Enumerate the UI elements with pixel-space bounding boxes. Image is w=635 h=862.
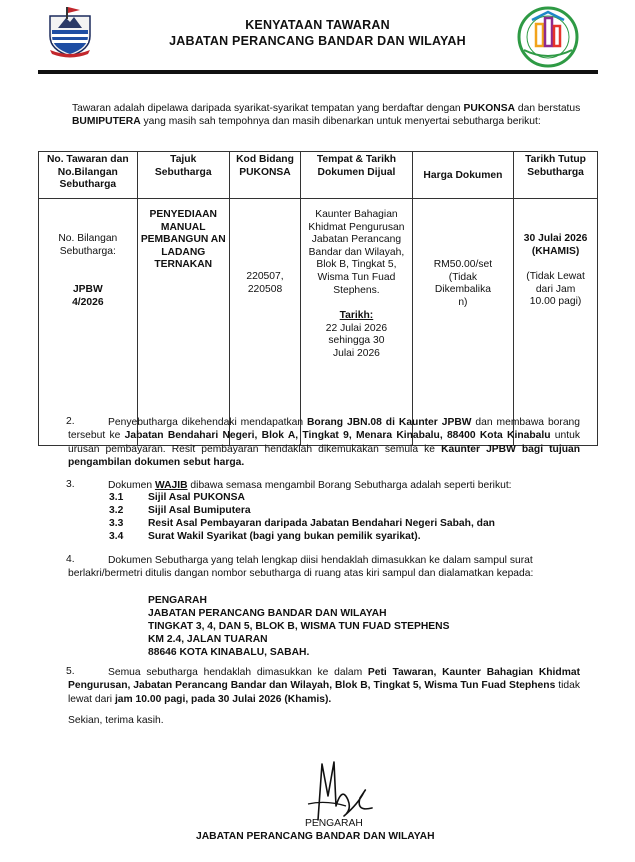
- closing-remark: Sekian, terima kasih.: [68, 715, 164, 726]
- intro-paragraph: Tawaran adalah dipelawa daripada syarikat-syarikat tempatan yang berdaftar dengan PUKONSA dan berstatus BUMIPUTERA yang masih sah tempohnya dan masih dibenarkan untuk menyertai sebutharga berikut:: [72, 103, 581, 128]
- table-row: [39, 199, 598, 446]
- signatory-title: PENGARAH: [305, 818, 363, 829]
- list-item: Resit Asal Pembayaran daripada Jabatan Bendahari Negeri Sabah, dan: [148, 518, 495, 529]
- sale-date: 22 Julai 2026 sehingga 30 Julai 2026: [325, 322, 388, 359]
- document-price-cell: [412, 199, 513, 446]
- tender-title: PENYEDIAAN MANUAL PEMBANGUN AN LADANG TERNAKAN: [140, 209, 226, 271]
- sale-date-label: Tarikh:: [339, 310, 374, 322]
- pukonsa-code-cell: [229, 199, 300, 446]
- list-item-number: 3.2: [109, 505, 124, 516]
- paragraph-number: 5.: [66, 666, 75, 677]
- address-line: PENGARAH: [148, 595, 207, 606]
- department-title: JABATAN PERANCANG BANDAR DAN WILAYAH: [169, 34, 466, 48]
- closing-date-note: (Tidak Lewat dari Jam 10.00 pagi): [526, 271, 585, 308]
- table-header: Tajuk Sebutharga: [137, 152, 229, 199]
- header-divider: [38, 70, 598, 74]
- pukonsa-code: 220507, 220508: [246, 271, 284, 295]
- list-item: Sijil Asal Bumiputera: [148, 505, 251, 516]
- table-header-row: [39, 152, 598, 199]
- address-line: 88646 KOTA KINABALU, SABAH.: [148, 647, 310, 658]
- tender-title-cell: [137, 199, 229, 446]
- address-line: KM 2.4, JALAN TUARAN: [148, 634, 268, 645]
- department-logo: [514, 6, 582, 68]
- paragraph-number: 4.: [66, 554, 75, 565]
- paragraph-number: 3.: [66, 479, 75, 490]
- list-item: Sijil Asal PUKONSA: [148, 492, 245, 503]
- tender-number-cell: [39, 199, 138, 446]
- signatory-department: JABATAN PERANCANG BANDAR DAN WILAYAH: [196, 831, 435, 842]
- list-item: Surat Wakil Syarikat (bagi yang bukan pemilik syarikat).: [148, 531, 421, 542]
- table-header: Tarikh Tutup Sebutharga: [514, 152, 598, 199]
- paragraph-4: Dokumen Sebutharga yang telah lengkap diisi hendaklah dimasukkan ke dalam sampul surat berlakri/bermetri ditulis dangan nombor sebutharga di ruang atas kiri sampul dan dialamatkan kepada:: [68, 555, 534, 580]
- list-item-number: 3.1: [109, 492, 124, 503]
- notice-title: KENYATAAN TAWARAN: [245, 18, 390, 32]
- document-price: RM50.00/set: [433, 259, 493, 270]
- document-price-note: (Tidak Dikembalika n): [434, 271, 491, 308]
- closing-date-cell: [514, 199, 598, 446]
- address-line: JABATAN PERANCANG BANDAR DAN WILAYAH: [148, 608, 387, 619]
- sale-place-cell: [301, 199, 413, 446]
- sabah-crest-logo: [44, 6, 96, 58]
- closing-date: 30 Julai 2026 (KHAMIS): [523, 233, 588, 257]
- paragraph-2: Penyebutharga dikehendaki mendapatkan Borang JBN.08 di Kaunter JPBW dan membawa borang tersebut ke Jabatan Bendahari Negeri, Blok A, Tingkat 9, Menara Kinabalu, 88400 Kota Kinabalu untuk urusan pembayaran. Resit pembayaran hendaklah dikemukakan semula ke Kaunter JPBW bagi tujuan pengambilan dokumen sebut harga.: [68, 417, 581, 468]
- table-header: No. Tawaran dan No.Bilangan Sebutharga: [39, 152, 138, 199]
- sale-place: Kaunter Bahagian Khidmat Pengurusan Jabatan Perancang Bandar dan Wilayah, Blok B, Tingkat 5, Wisma Tun Fuad Stephens.: [308, 209, 405, 296]
- paragraph-number: 2.: [66, 416, 75, 427]
- list-item-number: 3.3: [109, 518, 124, 529]
- list-item-number: 3.4: [109, 531, 124, 542]
- tender-number-label: No. Bilangan Sebutharga:: [58, 233, 118, 257]
- tender-number-value: JPBW 4/2026: [72, 284, 104, 308]
- table-header: Kod Bidang PUKONSA: [229, 152, 300, 199]
- tender-table: [38, 151, 598, 446]
- paragraph-5: Semua sebutharga hendaklah dimasukkan ke dalam Peti Tawaran, Kaunter Bahagian Khidmat Pengurusan, Jabatan Perancang Bandar dan Wilayah, Blok B, Tingkat 5, Wisma Tun Fuad Stephens tidak lewat dari jam 10.00 pagi, pada 30 Julai 2026 (Khamis).: [68, 667, 581, 705]
- address-line: TINGKAT 3, 4, DAN 5, BLOK B, WISMA TUN FUAD STEPHENS: [148, 621, 450, 632]
- table-header: Tempat & Tarikh Dokumen Dijual: [301, 152, 413, 199]
- paragraph-3: Dokumen WAJIB dibawa semasa mengambil Borang Sebutharga adalah seperti berikut:: [108, 480, 512, 491]
- table-header: Harga Dokumen: [412, 152, 513, 199]
